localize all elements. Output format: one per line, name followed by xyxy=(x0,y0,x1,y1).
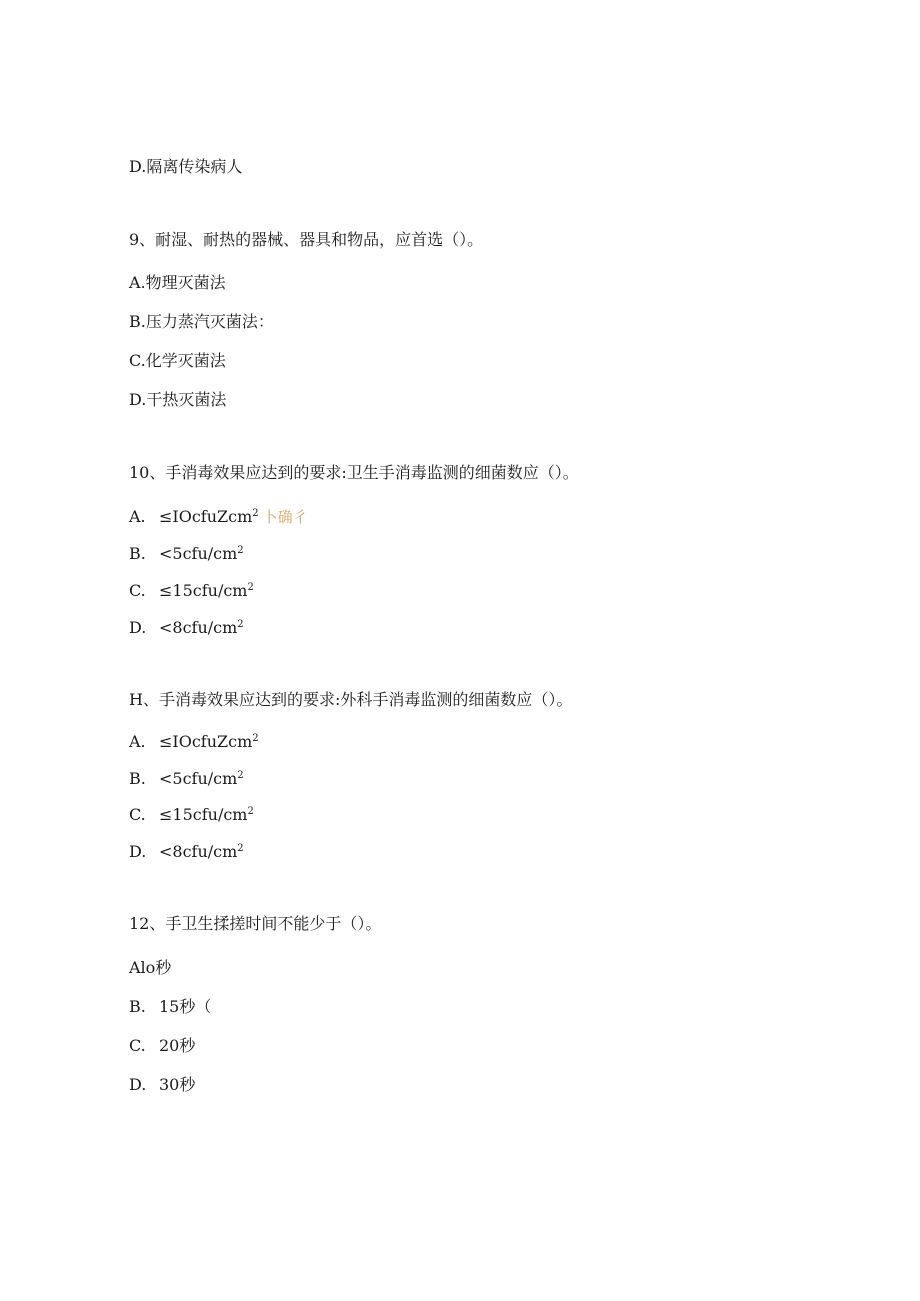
q11-option-a-letter: A. xyxy=(129,732,146,751)
q10-option-a-text: ≤IOcfuZcm xyxy=(159,507,253,526)
q10-option-d-letter: D. xyxy=(129,618,147,637)
q10-option-a-letter: A. xyxy=(129,507,146,526)
q12-option-c xyxy=(129,1036,195,1056)
q10-option-b xyxy=(129,544,244,564)
q9-option-b: B.压力蒸汽灭菌法： xyxy=(129,312,274,331)
q10-option-c-text: ≤15cfu∕cm xyxy=(159,581,248,600)
q11-option-c-letter: C. xyxy=(129,805,146,824)
q10-option-b-sup: 2 xyxy=(237,545,244,556)
q9-option-c: C.化学灭菌法 xyxy=(129,351,226,370)
question-12: 12、手卫生揉搓时间不能少于（）。 xyxy=(129,914,382,933)
question-9: 9、耐湿、耐热的器械、器具和物品，应首选（）。 xyxy=(129,230,484,249)
question-10: 10、手消毒效果应达到的要求:卫生手消毒监测的细菌数应（）。 xyxy=(129,463,579,482)
q12-option-a: Alo秒 xyxy=(129,958,172,977)
q11-option-b xyxy=(129,769,244,789)
q10-option-c-sup: 2 xyxy=(247,582,254,593)
q10-option-b-text: <5cfu∕cm xyxy=(159,544,238,563)
q11-option-a-sup: 2 xyxy=(252,733,259,744)
question-11: H、手消毒效果应达到的要求:外科手消毒监测的细菌数应（）。 xyxy=(129,690,573,709)
q11-option-a-text: ≤IOcfuZcm xyxy=(159,732,253,751)
q10-option-d-text: <8cfu∕cm xyxy=(159,618,238,637)
q11-option-a xyxy=(129,732,259,752)
option-d-isolation: D.隔离传染病人 xyxy=(129,157,243,176)
q12-option-d-letter: D. xyxy=(129,1075,147,1094)
q11-option-b-sup: 2 xyxy=(237,770,244,781)
q11-option-c-text: ≤15cfu∕cm xyxy=(159,805,248,824)
q11-option-c xyxy=(129,805,254,825)
q10-option-d-sup: 2 xyxy=(237,619,244,630)
q11-option-d-sup: 2 xyxy=(237,843,244,854)
q12-option-c-text: 20秒 xyxy=(159,1036,196,1055)
q12-option-c-letter: C. xyxy=(129,1036,146,1055)
q9-option-d: D.干热灭菌法 xyxy=(129,390,227,409)
q10-option-c-letter: C. xyxy=(129,581,146,600)
q10-option-a-sup: 2 xyxy=(252,508,259,519)
q11-option-c-sup: 2 xyxy=(247,806,254,817)
q11-option-b-letter: B. xyxy=(129,769,146,788)
q11-option-d-text: <8cfu∕cm xyxy=(159,842,238,861)
q10-option-d xyxy=(129,618,244,638)
q10-option-a xyxy=(129,507,308,527)
q11-option-b-text: <5cfu∕cm xyxy=(159,769,238,788)
q12-option-b-text: 15秒（ xyxy=(159,997,212,1016)
q10-option-c xyxy=(129,581,254,601)
handwritten-annotation: 卜确彳 xyxy=(262,508,308,526)
q12-option-b xyxy=(129,997,211,1017)
q12-option-d-text: 30秒 xyxy=(159,1075,196,1094)
q12-option-d xyxy=(129,1075,195,1095)
q10-option-b-letter: B. xyxy=(129,544,146,563)
q9-option-a: A.物理灭菌法 xyxy=(129,273,226,292)
q11-option-d-letter: D. xyxy=(129,842,147,861)
q12-option-b-letter: B. xyxy=(129,997,146,1016)
q11-option-d xyxy=(129,842,244,862)
